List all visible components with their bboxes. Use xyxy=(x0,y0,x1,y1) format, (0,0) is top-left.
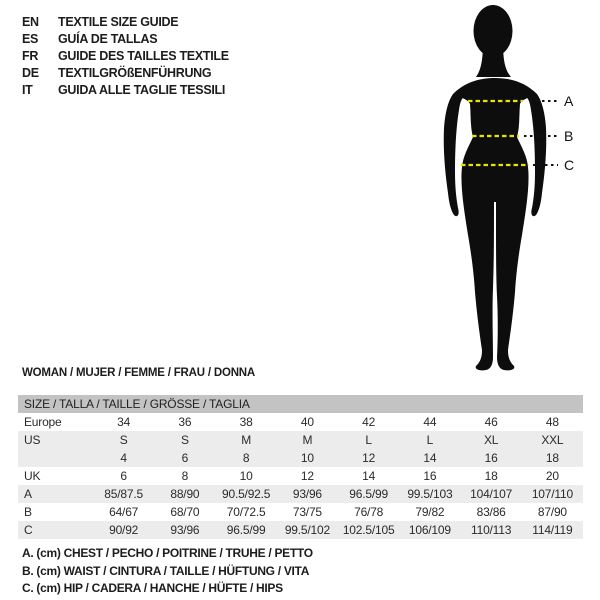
size-cell: 48 xyxy=(545,415,559,429)
size-cell: 44 xyxy=(423,415,437,429)
size-cell: 6 xyxy=(120,469,127,483)
woman-silhouette-svg xyxy=(420,0,595,378)
marker-letter-b: B xyxy=(564,128,574,144)
language-label: GUIDE DES TAILLES TEXTILE xyxy=(58,48,229,63)
size-cell: S xyxy=(180,433,189,447)
size-cell: 42 xyxy=(362,415,376,429)
legend-line: B. (cm) WAIST / CINTURA / TAILLE / HÜFTUNG / VITA xyxy=(22,563,310,578)
table-row xyxy=(18,449,583,467)
size-cell: 34 xyxy=(117,415,131,429)
size-table-body xyxy=(18,413,583,539)
size-cell: L xyxy=(365,433,372,447)
size-cell: 8 xyxy=(181,469,189,483)
size-cell: 85/87.5 xyxy=(104,487,143,501)
size-cell: 36 xyxy=(178,415,192,429)
size-cell: 73/75 xyxy=(292,505,322,519)
size-cell: XL xyxy=(483,433,499,447)
size-cell: 12 xyxy=(300,469,314,483)
language-label: GUÍA DE TALLAS xyxy=(58,31,158,46)
size-cell: 68/70 xyxy=(170,505,200,519)
size-cell: 16 xyxy=(423,469,437,483)
size-cell: 40 xyxy=(300,415,314,429)
row-label: B xyxy=(24,505,32,519)
size-cell: 90.5/92.5 xyxy=(222,487,271,501)
size-cell: 76/78 xyxy=(354,505,384,519)
size-cell: 110/113 xyxy=(471,523,512,537)
size-cell: 79/82 xyxy=(415,505,445,519)
marker-letter-c: C xyxy=(564,157,575,173)
size-cell: M xyxy=(302,433,313,447)
size-cell: 12 xyxy=(362,451,376,465)
size-cell: 6 xyxy=(181,451,189,465)
woman-silhouette xyxy=(444,5,547,370)
size-cell: 107/110 xyxy=(531,487,573,501)
size-cell: 87/90 xyxy=(537,505,567,519)
measurement-legend xyxy=(22,546,313,599)
language-row xyxy=(22,13,229,30)
table-row xyxy=(18,503,583,521)
size-cell: 104/107 xyxy=(470,487,513,501)
size-cell: 10 xyxy=(239,469,253,483)
table-row xyxy=(18,431,583,449)
size-cell: 4 xyxy=(120,451,127,465)
size-cell: 18 xyxy=(545,451,559,465)
legend-line: A. (cm) CHEST / PECHO / POITRINE / TRUHE / PETTO xyxy=(22,546,313,560)
row-label: US xyxy=(24,433,41,447)
language-code: DE xyxy=(22,65,39,80)
size-cell: 64/67 xyxy=(109,505,139,519)
table-row xyxy=(18,413,583,431)
table-row xyxy=(18,467,583,485)
size-cell: 90/92 xyxy=(109,523,139,537)
size-cell: 14 xyxy=(423,451,437,465)
language-row xyxy=(22,81,229,98)
language-row xyxy=(22,47,229,64)
size-cell: 106/109 xyxy=(408,523,451,537)
size-cell: 88/90 xyxy=(170,487,200,501)
size-cell: M xyxy=(241,433,252,447)
size-cell: 10 xyxy=(300,451,314,465)
language-code: IT xyxy=(22,82,33,97)
size-table-header: SIZE / TALLA / TAILLE / GRÖSSE / TAGLIA xyxy=(18,395,583,413)
size-cell: 102.5/105 xyxy=(342,523,395,537)
row-label: UK xyxy=(24,469,41,483)
body-silhouette-figure xyxy=(420,0,595,378)
size-table xyxy=(18,395,583,539)
size-cell: 20 xyxy=(545,469,559,483)
size-cell: 93/96 xyxy=(292,487,322,501)
language-row xyxy=(22,30,229,47)
size-cell: 38 xyxy=(239,415,253,429)
size-cell: 99.5/103 xyxy=(407,487,453,501)
table-row xyxy=(18,521,583,539)
size-cell: 46 xyxy=(484,415,498,429)
size-cell: 70/72.5 xyxy=(226,505,266,519)
language-code: ES xyxy=(22,31,39,46)
table-row xyxy=(18,485,583,503)
language-code: EN xyxy=(22,14,39,29)
size-cell: 99.5/102 xyxy=(284,523,330,537)
size-cell: 16 xyxy=(484,451,498,465)
size-cell: 83/86 xyxy=(476,505,506,519)
size-cell: 18 xyxy=(484,469,498,483)
size-cell: L xyxy=(426,433,434,447)
language-label: GUIDA ALLE TAGLIE TESSILI xyxy=(58,82,226,97)
category-title: WOMAN / MUJER / FEMME / FRAU / DONNA xyxy=(22,367,256,379)
size-cell: 8 xyxy=(242,451,250,465)
size-cell: 96.5/99 xyxy=(226,523,266,537)
legend-line: C. (cm) HIP / CADERA / HANCHE / HÜFTE / HIPS xyxy=(22,581,283,595)
row-label: Europe xyxy=(24,415,62,429)
language-row xyxy=(22,64,229,81)
size-cell: XXL xyxy=(541,433,564,447)
marker-letter-a: A xyxy=(564,93,574,109)
language-label: TEXTILGRÖßENFÜHRUNG xyxy=(58,65,212,80)
size-cell: 14 xyxy=(362,469,376,483)
size-cell: 96.5/99 xyxy=(349,487,388,501)
language-label: TEXTILE SIZE GUIDE xyxy=(58,14,179,29)
language-list xyxy=(22,13,229,98)
row-label: A xyxy=(24,487,32,501)
row-label: C xyxy=(24,523,33,537)
size-cell: S xyxy=(119,433,128,447)
size-cell: 114/119 xyxy=(532,523,573,537)
language-code: FR xyxy=(22,48,39,63)
size-cell: 93/96 xyxy=(170,523,200,537)
